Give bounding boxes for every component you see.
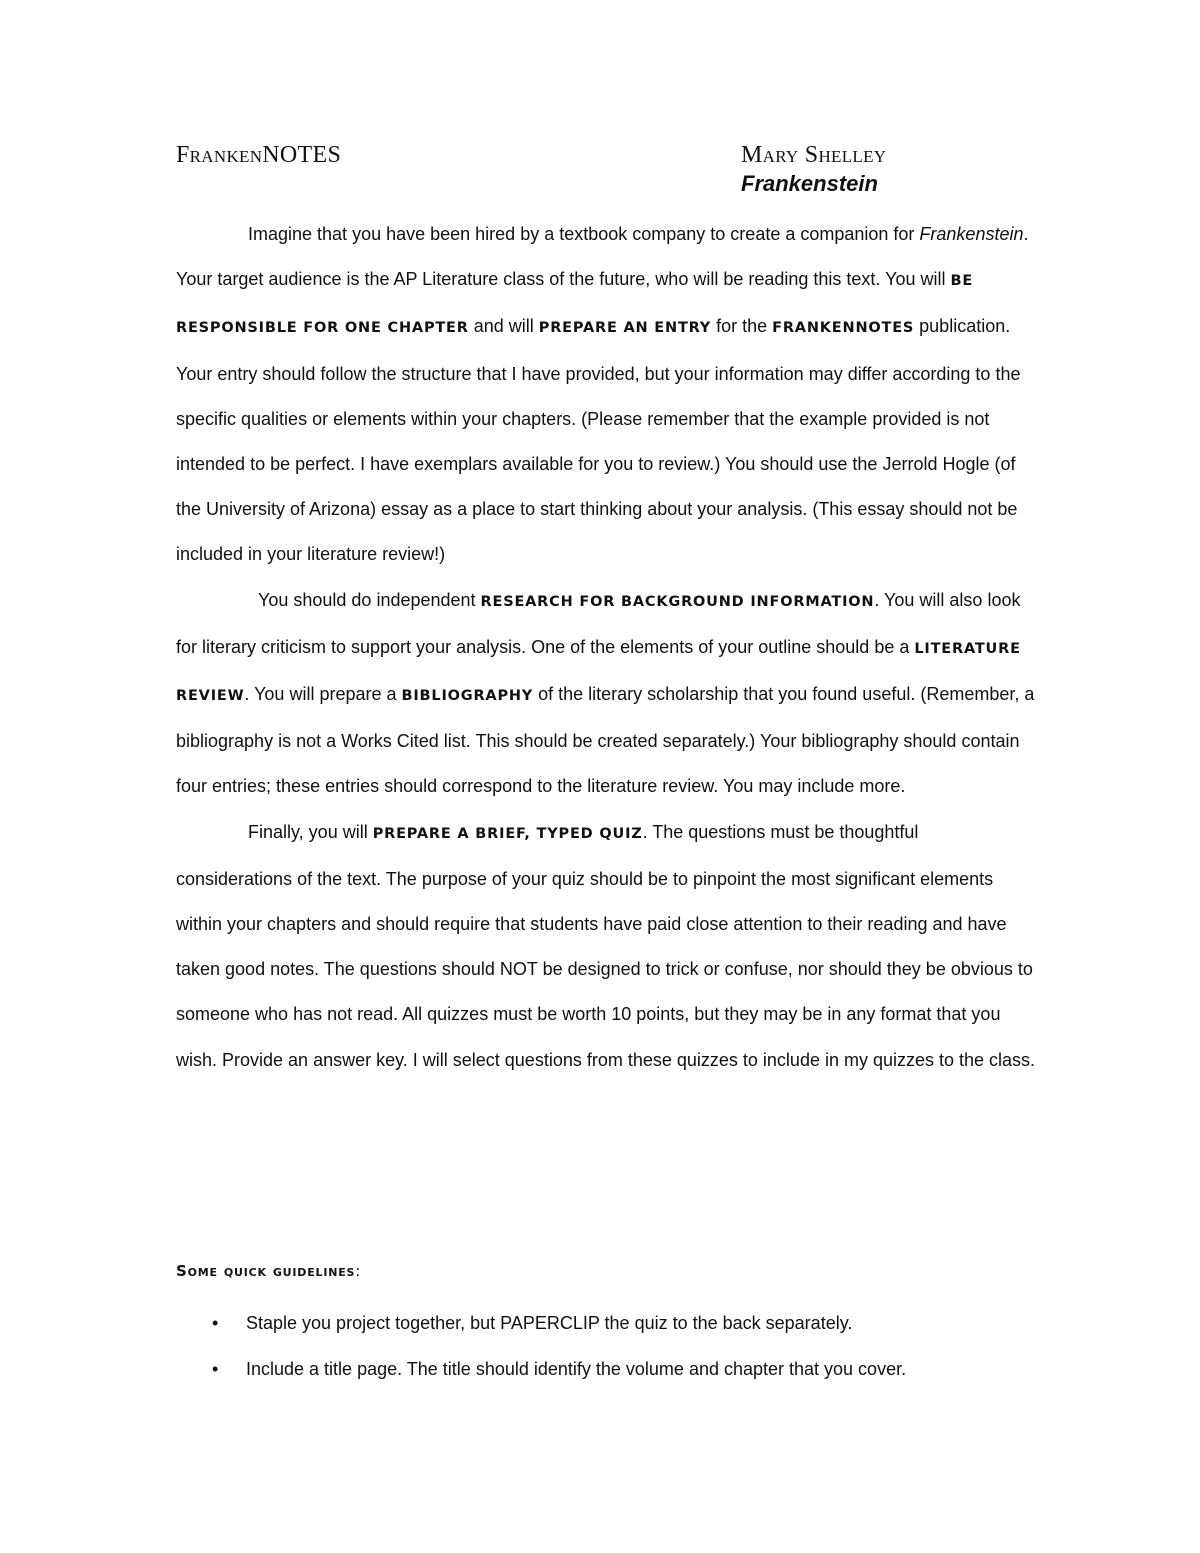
publication-title: FrankenNOTES bbox=[176, 142, 342, 168]
text-run: You should do independent bbox=[258, 589, 481, 610]
author-name: Mary Shelley bbox=[741, 142, 887, 168]
book-title: Frankenstein bbox=[741, 171, 878, 196]
list-item bbox=[176, 1300, 1036, 1346]
text-run: publication. Your entry should follow the structure that I have provided, but your information may differ according to the specific qualities or elements within your chapters. (Please remember that the example provided is not intended to be perfect. I have exemplars available for you to review.) You should use the Jerrold Hogle (of the University of Arizona) essay as a place to start thinking about your analysis. (This essay should not be included in your literature review!) bbox=[176, 316, 1021, 565]
list-item bbox=[176, 1346, 1036, 1392]
bullet-icon: • bbox=[212, 1313, 219, 1333]
text-run: . The questions must be thoughtful considerations of the text. The purpose of your quiz should be to pinpoint the most significant elements within your chapters and should require that students have paid close attention to their reading and have taken good notes. The questions should NOT be designed to trick or confuse, nor should they be obvious to someone who has not read. All quizzes must be worth 10 points, but they may be in any format that you wish. Provide an answer key. I will select questions from these quizzes to include in my quizzes to the class. bbox=[176, 821, 1036, 1070]
paragraph-quiz bbox=[176, 810, 1036, 1083]
guidelines-heading-text: Some quick guidelines bbox=[176, 1262, 356, 1280]
paragraph-research bbox=[176, 578, 1036, 810]
text-run: and will bbox=[468, 316, 539, 337]
text-run: . You will also look for literary criticism to support your analysis. One of the elements of your outline should be a bbox=[176, 589, 1021, 657]
book-title-inline: Frankenstein bbox=[919, 224, 1024, 244]
text-run: . You will prepare a bbox=[244, 684, 402, 705]
emphasis-quiz: PREPARE A BRIEF, TYPED QUIZ bbox=[372, 825, 643, 842]
emphasis-literature-review: LITERATURE REVIEW bbox=[176, 640, 1021, 705]
emphasis-responsibility: BE RESPONSIBLE FOR ONE CHAPTER bbox=[176, 273, 974, 337]
document-header bbox=[176, 140, 1024, 200]
text-run: of the literary scholarship that you found useful. (Remember, a bibliography is not a Works Cited list. This should be created separately.) Your bibliography should contain four entries; these entries should correspond to the literature review. You may include more. bbox=[176, 684, 1035, 797]
emphasis-research: RESEARCH FOR BACKGROUND INFORMATION bbox=[480, 593, 875, 610]
text-run: Finally, you will bbox=[248, 821, 373, 842]
guidelines-heading-colon: : bbox=[355, 1262, 362, 1280]
guidelines-heading bbox=[176, 1262, 361, 1280]
text-run: for the bbox=[711, 316, 773, 337]
list-item-text: Include a title page. The title should identify the volume and chapter that you cover. bbox=[246, 1359, 907, 1379]
bullet-icon: • bbox=[212, 1359, 219, 1379]
assignment-body bbox=[176, 212, 1036, 1083]
guidelines-list bbox=[176, 1300, 1036, 1392]
emphasis-frankennotes: FRANKENNOTES bbox=[772, 320, 915, 337]
text-run: Imagine that you have been hired by a textbook company to create a companion for bbox=[248, 224, 920, 244]
emphasis-bibliography: BIBLIOGRAPHY bbox=[401, 688, 534, 705]
paragraph-intro bbox=[176, 212, 1036, 578]
emphasis-prepare-entry: PREPARE AN ENTRY bbox=[538, 320, 712, 337]
author-block bbox=[741, 142, 886, 197]
text-run: . Your target audience is the AP Literature class of the future, who will be reading this text. You will bbox=[176, 224, 1029, 290]
list-item-text: Staple you project together, but PAPERCLIP the quiz to the back separately. bbox=[246, 1313, 853, 1333]
